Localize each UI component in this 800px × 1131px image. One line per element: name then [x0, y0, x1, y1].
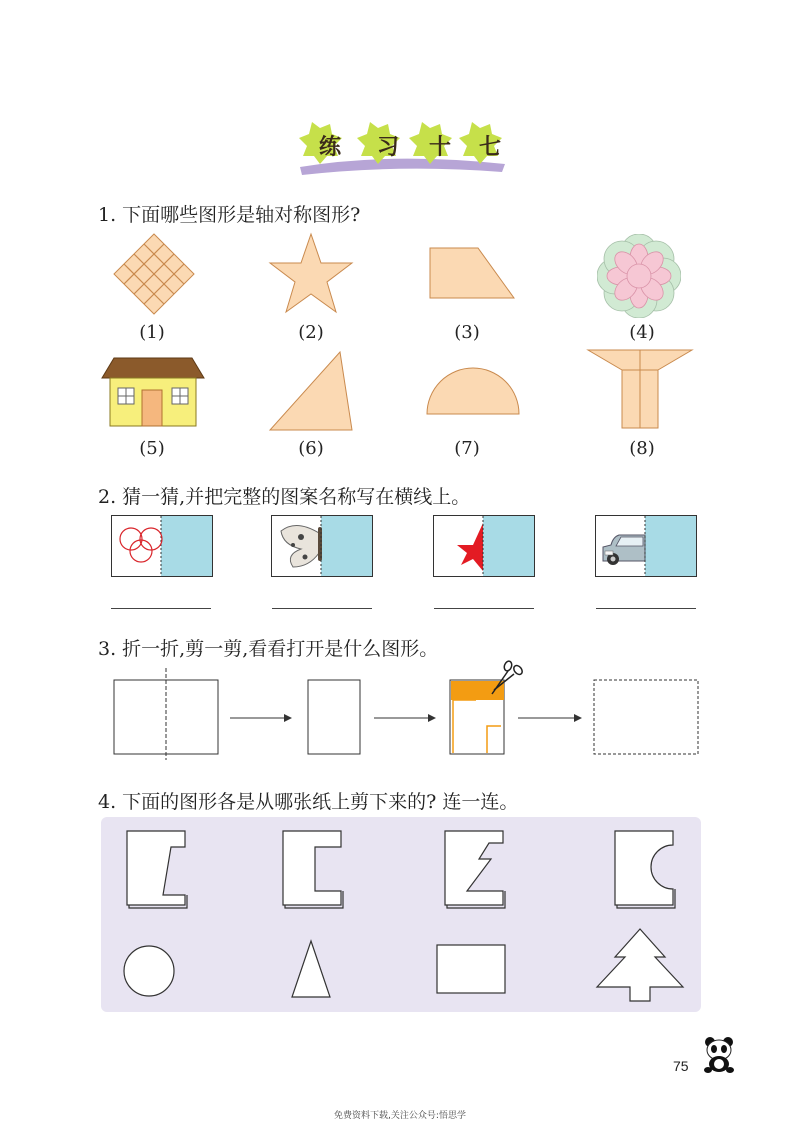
flower-shape: [597, 234, 681, 318]
figure-label-6: (6): [298, 438, 324, 459]
house-shape: [100, 356, 206, 428]
answer-line-3[interactable]: [434, 608, 534, 609]
trapezoid-shape: [428, 246, 516, 300]
question-1-title: 1. 下面哪些图形是轴对称图形?: [98, 204, 361, 226]
answer-line-1[interactable]: [111, 608, 211, 609]
triangle-cutout: [292, 941, 330, 997]
title-char-4: 七: [479, 135, 502, 160]
semicircle-shape: [425, 366, 521, 416]
question-2-title: 2. 猜一猜,并把完整的图案名称写在横线上。: [98, 486, 471, 508]
panda-icon: [700, 1034, 740, 1074]
lattice-shape: [112, 232, 196, 316]
footer-text: 免费资料下载,关注公众号:悟思学: [334, 1111, 466, 1121]
figure-label-7: (7): [454, 438, 480, 459]
circle-cutout: [124, 946, 174, 996]
tree-cutout: [597, 929, 683, 1001]
guess-card-star: [433, 515, 535, 577]
question-3-title: 3. 折一折,剪一剪,看看打开是什么图形。: [98, 638, 439, 660]
t-shape: [586, 348, 694, 430]
rectangle-cutout: [437, 945, 505, 993]
folded-paper-semicircle: [615, 831, 673, 905]
star-shape: [268, 232, 354, 316]
figure-label-3: (3): [454, 322, 480, 343]
folded-paper-zigzag: [445, 831, 503, 905]
fold-cut-sequence: [110, 660, 710, 760]
answer-line-4[interactable]: [596, 608, 696, 609]
matching-figures: [101, 817, 701, 1012]
title-char-1: 练: [319, 135, 342, 160]
figure-label-8: (8): [629, 438, 655, 459]
question-4-title: 4. 下面的图形各是从哪张纸上剪下来的? 连一连。: [98, 791, 519, 813]
folded-paper-notch: [283, 831, 341, 905]
title-char-2: 习: [377, 135, 400, 160]
answer-line-2[interactable]: [272, 608, 372, 609]
guess-card-car: [595, 515, 697, 577]
title-char-3: 十: [429, 135, 452, 160]
folded-paper-slant: [127, 831, 185, 905]
page-number: 75: [673, 1058, 689, 1074]
figure-label-5: (5): [139, 438, 165, 459]
figure-label-4: (4): [629, 322, 655, 343]
figure-label-1: (1): [139, 322, 165, 343]
guess-card-butterfly: [271, 515, 373, 577]
guess-card-rings: [111, 515, 213, 577]
triangle-shape: [268, 350, 354, 432]
figure-label-2: (2): [298, 322, 324, 343]
